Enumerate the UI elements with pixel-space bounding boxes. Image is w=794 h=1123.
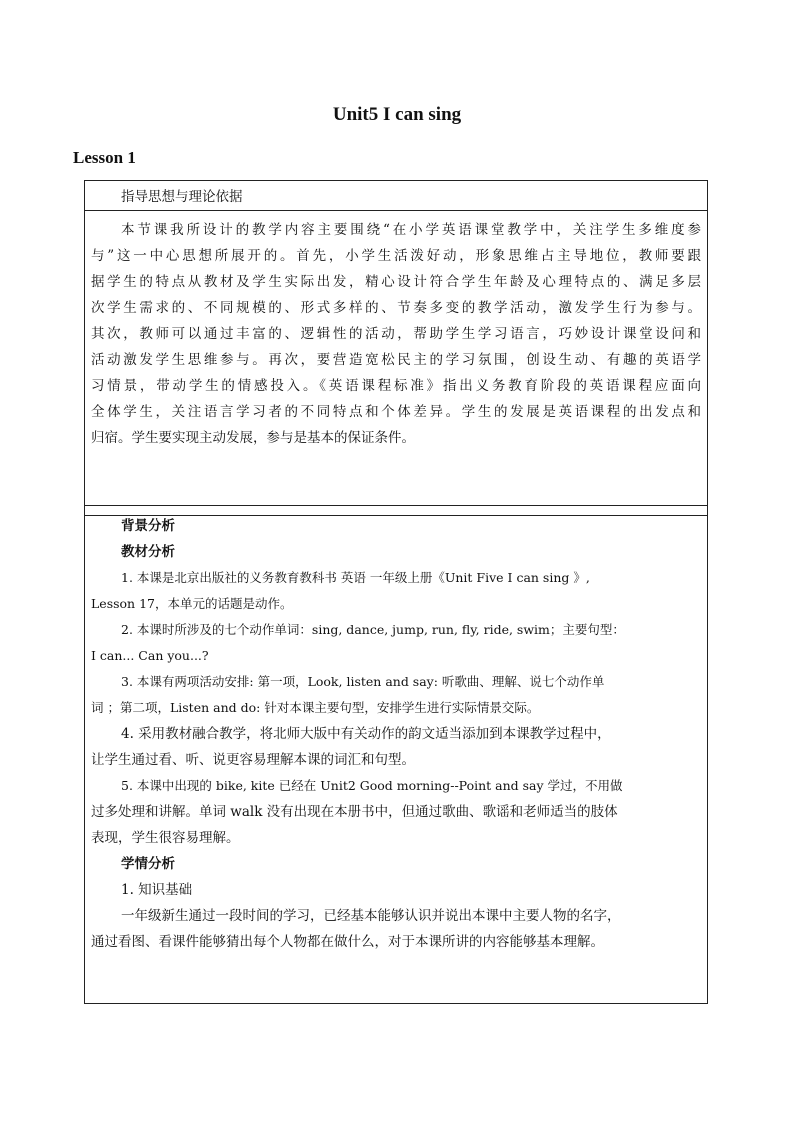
learner-analysis-heading: 学情分析 [121,856,175,872]
lesson-plan-table [84,180,708,1004]
body-line: 让学生通过看、听、说更容易理解本课的词汇和句型。 [91,752,415,768]
body-line: 习情景，带动学生的情感投入。《英语课程标准》指出义务教育阶段的英语课程应面向 [91,378,701,394]
body-line: 活动激发学生思维参与。再次，要营造宽松民主的学习氛围，创设生动、有趣的英语学 [91,352,701,368]
body-line: 1. 本课是北京出版社的义务教育教科书 英语 一年级上册《Unit Five I can sing 》, [121,570,590,585]
textbook-analysis-heading: 教材分析 [121,544,175,560]
body-line: Lesson 17，本单元的话题是动作。 [91,596,293,611]
section1-body [91,217,701,451]
section-divider [85,505,707,506]
section1-heading-cell [91,184,701,210]
body-line: 4. 采用教材融合教学，将北师大版中有关动作的韵文适当添加到本课教学过程中， [121,726,611,742]
section2-heading: 背景分析 [121,518,175,534]
body-line: 1. 知识基础 [121,882,193,898]
body-line: I can... Can you...? [91,648,209,663]
body-line: 本节课我所设计的教学内容主要围绕“在小学英语课堂教学中，关注学生多维度参 [121,222,701,238]
body-line: 通过看图、看课件能够猜出每个人物都在做什么，对于本课所讲的内容能够基本理解。 [91,934,604,950]
body-line: 归宿。学生要实现主动发展，参与是基本的保证条件。 [91,430,415,446]
section1-heading: 指导思想与理论依据 [121,189,243,205]
body-line: 与”这一中心思想所展开的。首先，小学生活泼好动，形象思维占主导地位，教师要跟 [91,248,701,264]
body-line: 过多处理和讲解。单词 walk 没有出现在本册书中，但通过歌曲、歌谣和老师适当的肢体 [91,804,618,820]
body-line: 全体学生，关注语言学习者的不同特点和个体差异。学生的发展是英语课程的出发点和 [91,404,701,420]
body-line: 词 ；第二项，Listen and do: 针对本课主要句型，安排学生进行实际情景交际。 [91,700,540,715]
body-line: 2. 本课时所涉及的七个动作单词：sing, dance, jump, run, fly, ride, swim；主要句型： [121,622,625,637]
row-divider [85,210,707,211]
body-line: 5. 本课中出现的 bike, kite 已经在 Unit2 Good morning--Point and say 学过，不用做 [121,778,623,793]
body-line: 表现，学生很容易理解。 [91,830,240,846]
lesson-heading: Lesson 1 [73,148,136,167]
body-line: 据学生的特点从教材及学生实际出发，精心设计符合学生年龄及心理特点的、满足多层 [91,274,701,290]
document-title: Unit5 I can sing [332,104,462,125]
body-line: 次学生需求的、不同规模的、形式多样的、节奏多变的教学活动，激发学生行为参与。 [91,300,701,316]
body-line: 其次，教师可以通过丰富的、逻辑性的活动，帮助学生学习语言，巧妙设计课堂设问和 [91,326,701,342]
body-line: 3. 本课有两项活动安排: 第一项，Look, listen and say: 听歌曲、理解、说七个动作单 [121,674,605,689]
section2-body [91,513,701,955]
body-line: 一年级新生通过一段时间的学习，已经基本能够认识并说出本课中主要人物的名字， [121,908,621,924]
